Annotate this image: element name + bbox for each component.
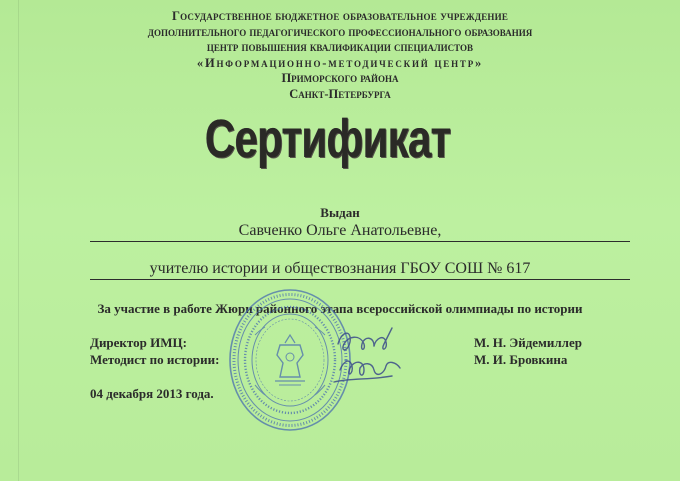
recipient-position: учителю истории и обществознания ГБОУ СОШ № 617	[149, 260, 531, 277]
header-line-5: Приморского района	[281, 71, 399, 86]
position-underline	[90, 279, 630, 280]
issue-date: 04 декабря 2013 года.	[90, 386, 214, 401]
handwritten-signature	[330, 322, 410, 392]
header-line-6: Санкт-Петербурга	[289, 86, 391, 101]
recipient-name: Савченко Ольге Анатольевне,	[238, 222, 442, 239]
award-reason: За участие в работе Жюри районного этапа всероссийской олимпиады по истории	[97, 301, 583, 316]
header-line-3: центр повышения квалификации специалистов	[206, 40, 474, 55]
director-name: М. Н. Эйдемиллер	[474, 335, 582, 350]
methodist-name: М. И. Бровкина	[474, 352, 568, 367]
issuer-header	[0, 9, 680, 103]
header-line-2: дополнительного педагогического профессионального образования	[147, 24, 533, 39]
issued-label: Выдан	[320, 205, 360, 220]
header-line-4: «Информационно-методический центр»	[196, 55, 484, 70]
methodist-label: Методист по истории:	[90, 352, 220, 367]
recipient-underline	[90, 241, 630, 242]
header-line-1: Государственное бюджетное образовательное учреждение	[171, 9, 509, 23]
certificate-title: Сертификат	[205, 109, 451, 169]
director-label: Директор ИМЦ:	[90, 335, 187, 350]
